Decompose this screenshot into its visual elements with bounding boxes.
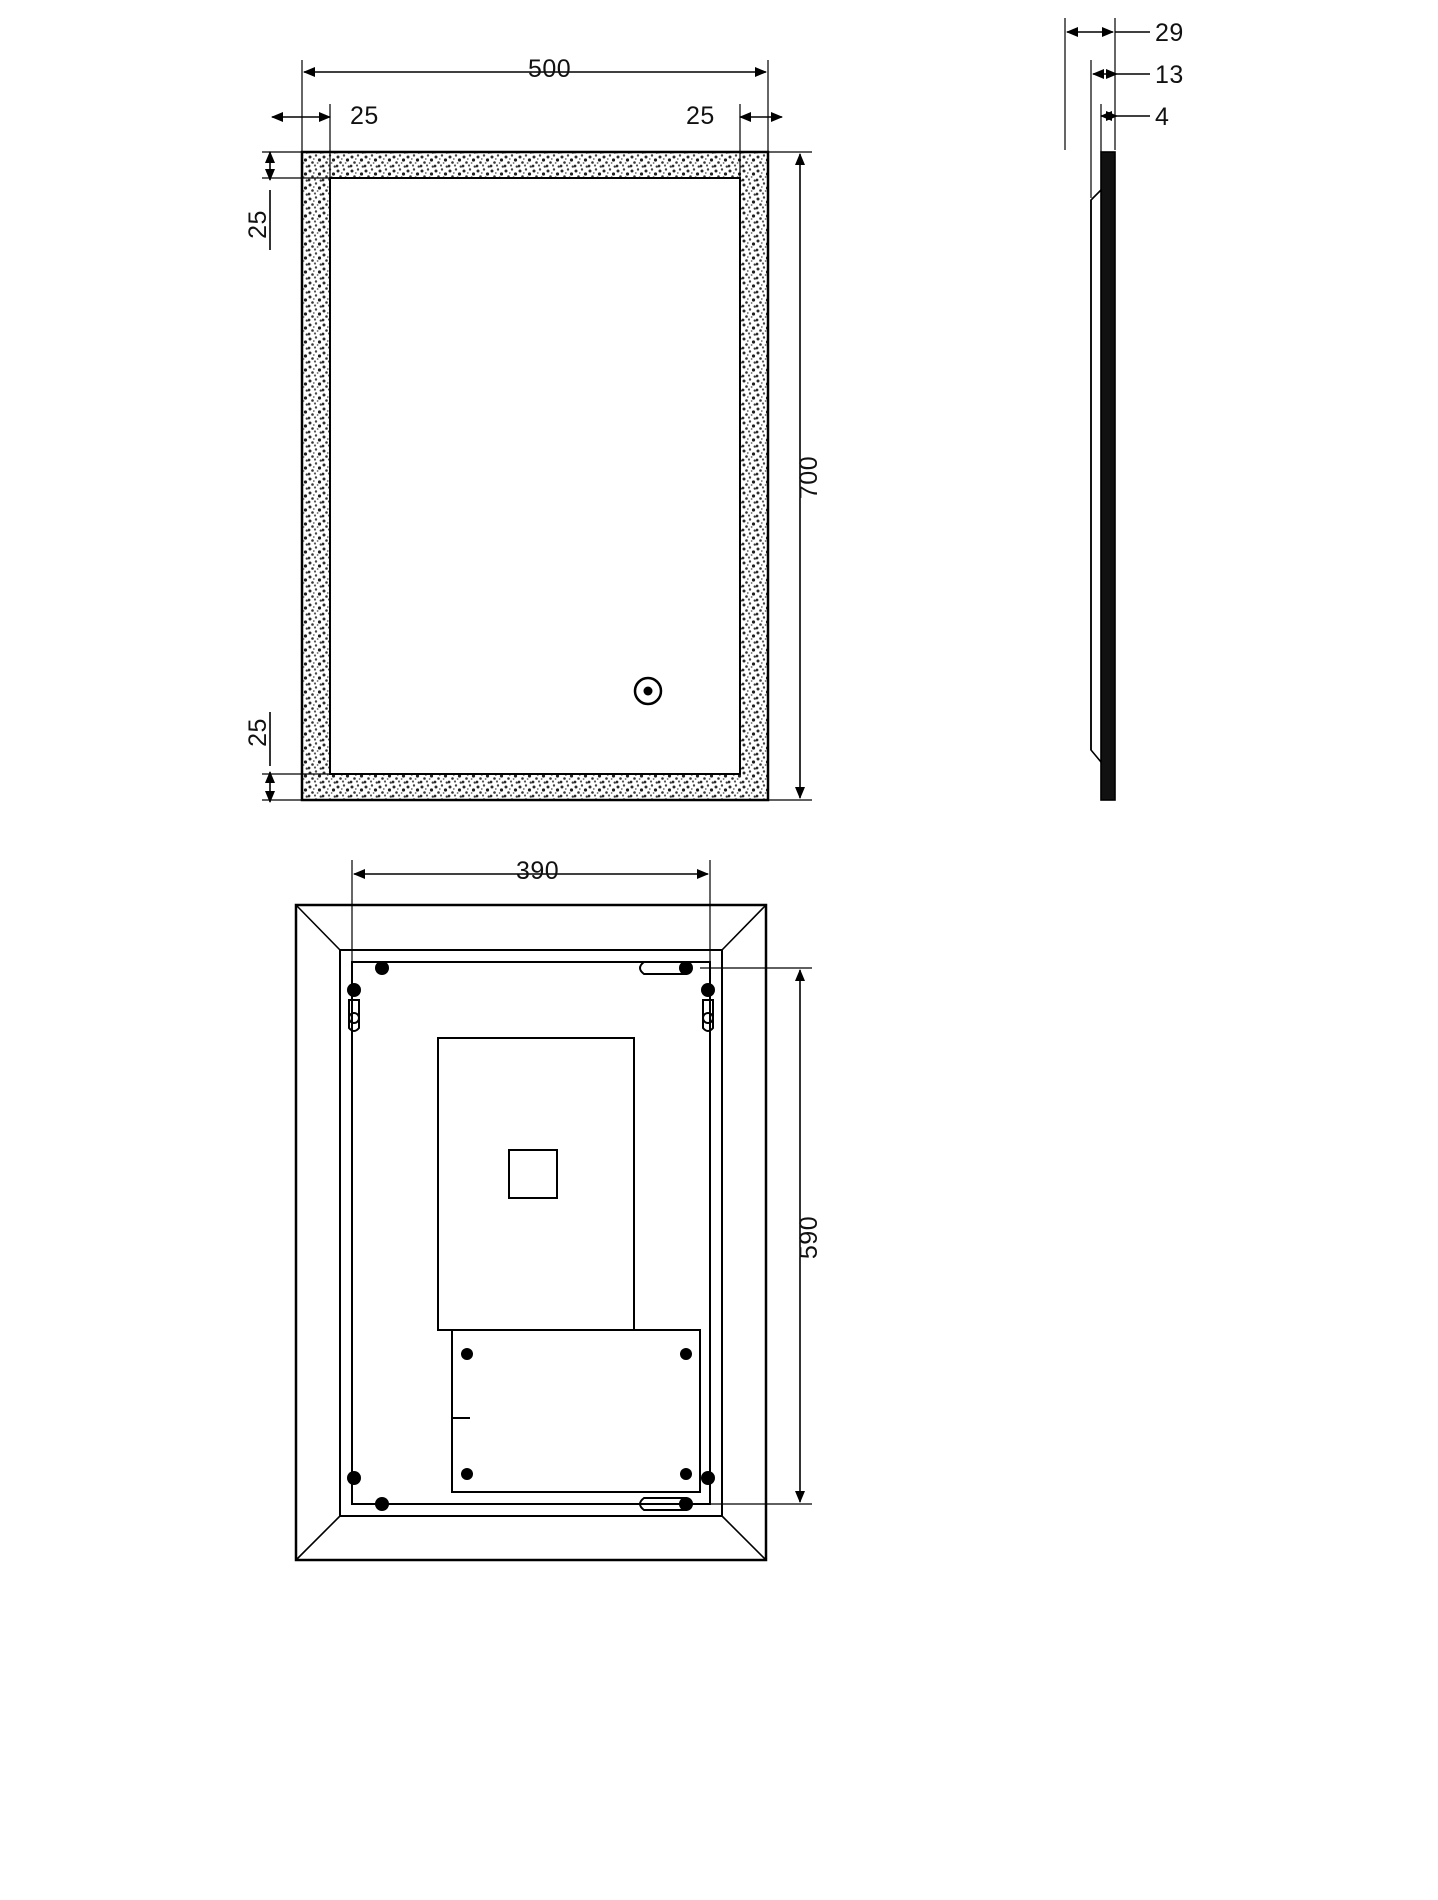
label-rear-bracket-width: 390 (516, 857, 560, 885)
label-border-left: 25 (350, 102, 379, 130)
label-side-glass: 4 (1155, 103, 1170, 131)
label-border-top: 25 (243, 210, 272, 239)
rear-view (296, 860, 812, 1560)
label-front-height: 700 (795, 455, 824, 500)
label-side-mid: 13 (1155, 61, 1184, 89)
front-mirror-glass (330, 178, 740, 774)
label-border-right: 25 (686, 102, 715, 130)
label-front-width: 500 (528, 55, 572, 83)
side-profile-recess (1091, 190, 1101, 762)
side-view (1065, 18, 1150, 800)
label-border-bottom: 25 (243, 718, 272, 747)
label-side-total: 29 (1155, 19, 1184, 47)
label-rear-bracket-height: 590 (795, 1215, 824, 1260)
side-profile-body (1101, 152, 1115, 800)
junction-box-outline (452, 1330, 700, 1492)
driver-box-centre-square (509, 1150, 557, 1198)
front-view (262, 60, 812, 802)
touch-sensor-dot-icon (644, 687, 653, 696)
